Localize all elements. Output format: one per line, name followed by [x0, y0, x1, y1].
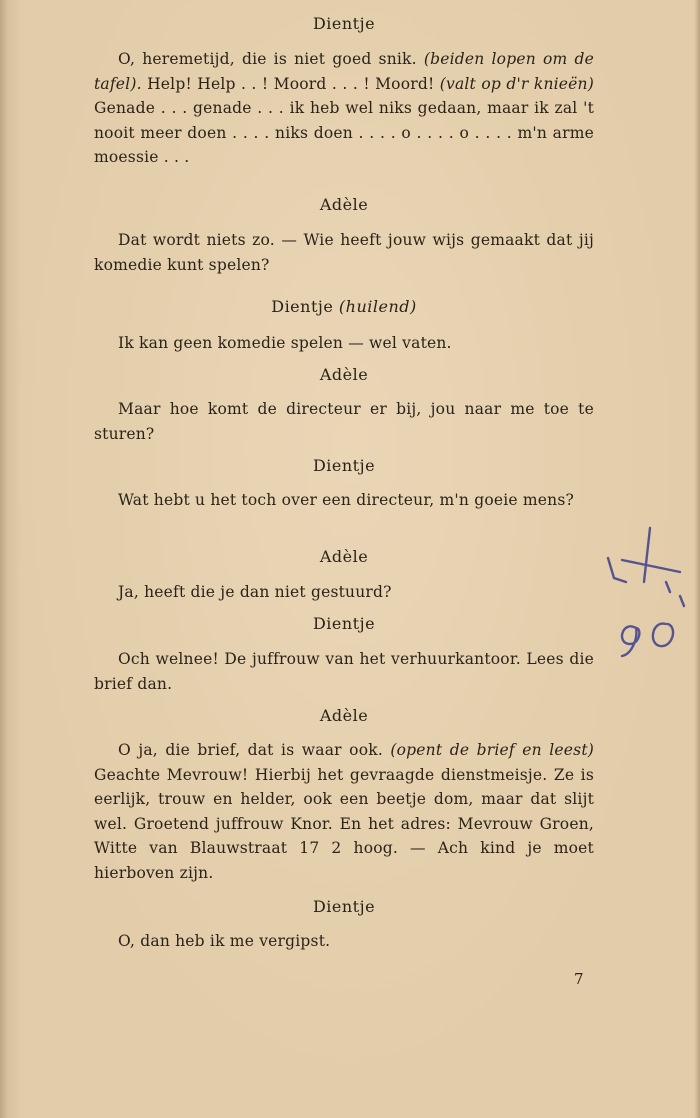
- stage-direction: (beiden lopen om de tafel).: [94, 50, 594, 93]
- stage-direction: (opent de brief en leest): [390, 741, 594, 759]
- dialogue-text: O, heremetijd, die is niet goed snik.: [118, 50, 417, 68]
- speaker-heading: [94, 297, 594, 317]
- speaker-name: Dientje: [312, 897, 376, 916]
- dialogue-paragraph: Ja, heeft die je dan niet gestuurd?: [118, 583, 392, 601]
- dialogue-paragraph: Wat hebt u het toch over een directeur, m'n goeie mens?: [118, 491, 574, 509]
- speaker-name: Adèle: [319, 365, 369, 384]
- page-number: 7: [574, 970, 584, 988]
- dialogue-paragraph: Och welnee! De juffrouw van het verhuurkantoor. Lees die brief dan.: [94, 650, 594, 693]
- dialogue-text: Genade . . . genade . . . ik heb wel niks gedaan, maar ik zal 't nooit meer doen . . . . niks doen . . . . o . . . . o . . . . m'n arme moessie . . .: [94, 99, 594, 166]
- dialogue-paragraph: O, dan heb ik me vergipst.: [118, 932, 331, 950]
- speaker-name: Dientje: [271, 297, 334, 316]
- dialogue-paragraph: Ik kan geen komedie spelen — wel vaten.: [118, 334, 452, 352]
- pencil-annotation: [592, 520, 692, 670]
- dialogue-paragraph: [94, 47, 594, 170]
- pencil-note: + 90: [592, 520, 595, 521]
- speaker-name: Dientje: [312, 614, 376, 633]
- speaker-name: Dientje: [312, 456, 376, 475]
- dialogue-paragraph: [94, 738, 594, 885]
- dialogue-paragraph: Dat wordt niets zo. — Wie heeft jouw wijs gemaakt dat jij komedie kunt spelen?: [94, 231, 594, 274]
- stage-direction: (huilend): [338, 297, 417, 316]
- speaker-name: Adèle: [319, 195, 369, 214]
- dialogue-text: Help! Help . . ! Moord . . . ! Moord!: [147, 74, 435, 93]
- dialogue-paragraph: Maar hoe komt de directeur er bij, jou naar me toe te sturen?: [94, 400, 594, 443]
- page-edge: [694, 0, 700, 1118]
- speaker-name: Adèle: [319, 547, 369, 566]
- speaker-name: Dientje: [312, 14, 376, 33]
- dialogue-text: O ja, die brief, dat is waar ook.: [118, 741, 383, 759]
- stage-direction: (valt op d'r knieën): [439, 74, 594, 93]
- speaker-name: Adèle: [319, 706, 369, 725]
- dialogue-text: Geachte Mevrouw! Hierbij het gevraagde dienstmeisje. Ze is eerlijk, trouw en helder, ook een beetje dom, maar dat slijt wel. Groetend juffrouw Knor. En het adres: Mevrouw Groen, Witte van Blauwstraat 17 2 hoog. — Ach kind je moet hierboven zijn.: [94, 765, 594, 882]
